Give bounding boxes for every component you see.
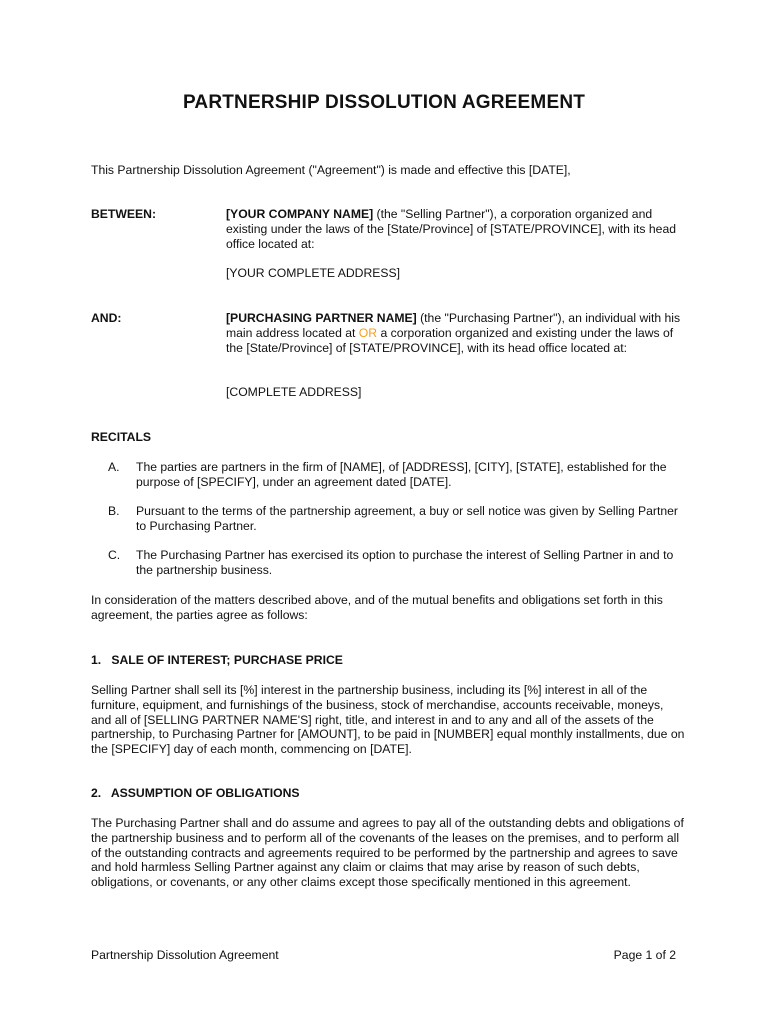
recital-text: The parties are partners in the firm of [NAME], of [ADDRESS], [CITY], [STATE], established for the purpose of [SPECIFY], under an agreement dated [DATE]. <box>136 460 667 489</box>
recital-text: The Purchasing Partner has exercised its option to purchase the interest of Selling Partner in and to the partnership business. <box>136 548 674 577</box>
recital-label: A. <box>108 460 120 474</box>
section-2-paragraph: The Purchasing Partner shall and do assume and agrees to pay all of the outstanding debts and obligations of the partnership business and to perform all of the covenants of the leases on the premises, and to perform all of the outstanding contracts and agreements required to be performed by the partnership and agrees to save and hold harmless Selling Partner against any claim or claims that may arise by reason of such debts, obligations, or covenants, or any other claims except those specifically mentioned in this agreement. <box>91 816 684 890</box>
between-line1-text: (the "Selling Partner"), a corporation organized and <box>373 207 653 221</box>
consideration-paragraph: In consideration of the matters described above, and of the mutual benefits and obligations set forth in this agreement, the parties agree as follows: <box>91 593 663 622</box>
footer-document-title: Partnership Dissolution Agreement <box>91 948 279 962</box>
selling-partner-address: [YOUR COMPLETE ADDRESS] <box>226 266 401 280</box>
section-1-paragraph: Selling Partner shall sell its [%] interest in the partnership business, including its [%] interest in all of the furniture, equipment, and furnishings of the business, stock of merchandise, accounts receivable, moneys, and all of [SELLING PARTNER NAME'S] right, title, and interest in and to any and all of the assets of the partnership, to Purchasing Partner for [AMOUNT], to be paid in [NUMBER] equal monthly installments, due on the [SPECIFY] day of each month, commencing on [DATE]. <box>91 683 685 757</box>
and-label: AND: <box>91 311 122 325</box>
between-label: BETWEEN: <box>91 207 156 221</box>
purchasing-partner-address: [COMPLETE ADDRESS] <box>226 385 362 399</box>
intro-paragraph: This Partnership Dissolution Agreement ("Agreement") is made and effective this [DATE], <box>91 163 571 177</box>
and-text-before-or: his main address located at <box>226 311 681 340</box>
page-number: Page 1 of 2 <box>613 948 676 962</box>
between-text: existing under the laws of the [State/Province] of [STATE/PROVINCE], with its head office located at: <box>226 221 677 251</box>
recital-text: Pursuant to the terms of the partnership agreement, a buy or sell notice was given by Selling Partner to Purchasing Partner. <box>136 504 678 533</box>
and-paragraph <box>226 311 681 355</box>
recital-label: B. <box>108 504 120 518</box>
recitals-heading: RECITALS <box>91 430 152 444</box>
selling-partner-name: [YOUR COMPANY NAME] <box>226 207 374 221</box>
document-title: PARTNERSHIP DISSOLUTION AGREEMENT <box>182 92 586 113</box>
and-text-after-or: a corporation organized and existing under the laws of the [State/Province] of [STATE/PROVINCE], with its head office located at: <box>226 325 674 355</box>
and-line1-text: (the "Purchasing Partner"), an individual with <box>416 311 662 325</box>
section-2-heading: 2. ASSUMPTION OF OBLIGATIONS <box>91 786 300 800</box>
between-paragraph <box>226 207 681 251</box>
purchasing-partner-name: [PURCHASING PARTNER NAME] <box>226 311 417 325</box>
recital-label: C. <box>108 548 121 562</box>
or-highlight: OR <box>358 325 378 340</box>
section-1-heading: 1. SALE OF INTEREST; PURCHASE PRICE <box>91 653 343 667</box>
